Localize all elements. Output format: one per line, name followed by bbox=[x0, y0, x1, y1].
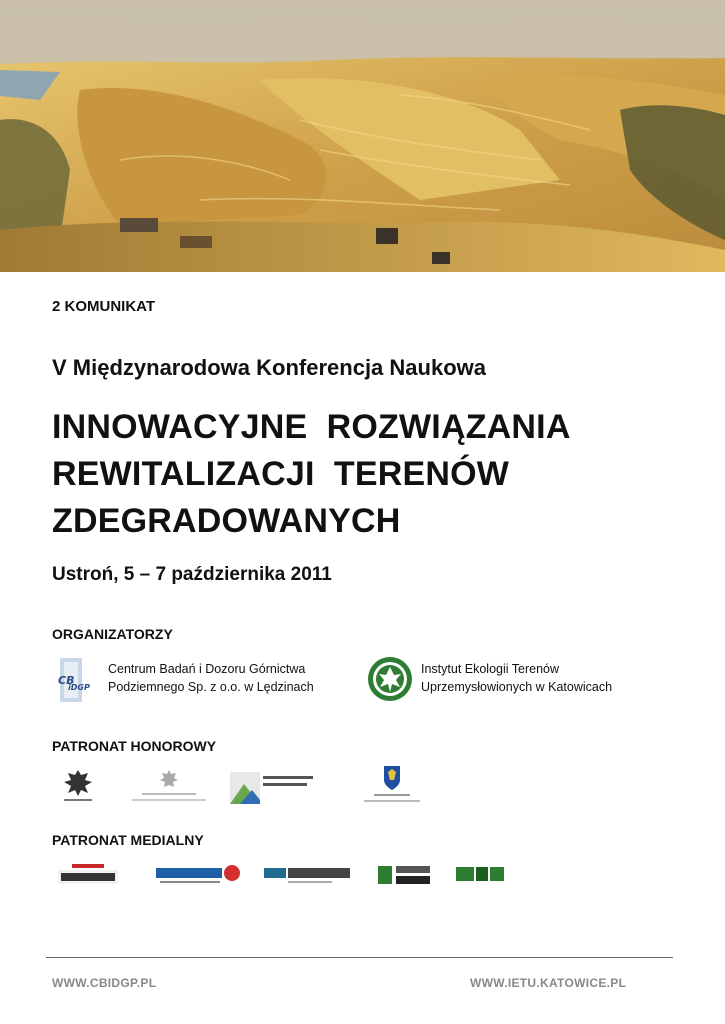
footer-link-cbidgp[interactable]: WWW.CBIDGP.PL bbox=[52, 976, 157, 990]
conference-title bbox=[52, 404, 571, 545]
svg-text:iDGP: iDGP bbox=[68, 683, 90, 692]
ministerstwo-nauki-logo bbox=[128, 768, 210, 806]
trybuna-gornicza-logo bbox=[376, 862, 434, 888]
organizers-heading: ORGANIZATORZY bbox=[52, 626, 173, 642]
title-line: INNOWACYJNE ROZWIĄZANIA bbox=[52, 408, 571, 446]
cbidgp-logo bbox=[56, 656, 98, 704]
svg-text:CB: CB bbox=[58, 674, 75, 687]
footer-link-ietu[interactable]: WWW.IETU.KATOWICE.PL bbox=[470, 976, 627, 990]
ecomanager-logo bbox=[262, 864, 352, 886]
komunalny-pl-logo bbox=[154, 862, 242, 888]
title-line: ZDEGRADOWANYCH bbox=[52, 502, 401, 540]
komunalny-logo bbox=[56, 862, 120, 888]
ministerstwo-srodowiska-logo bbox=[230, 772, 320, 804]
organizer-line: Instytut Ekologii Terenów bbox=[421, 662, 560, 676]
komunikat-label: 2 KOMUNIKAT bbox=[52, 298, 156, 315]
nettg-pl-logo bbox=[454, 864, 506, 884]
ietu-logo bbox=[367, 656, 413, 702]
honorary-heading: PATRONAT HONOROWY bbox=[52, 738, 217, 754]
organizer-ietu-name bbox=[421, 660, 612, 696]
footer-divider bbox=[46, 957, 673, 958]
organizer-line: Centrum Badań i Dozoru Górnictwa bbox=[108, 662, 306, 676]
organizer-cbidgp-name bbox=[108, 660, 314, 696]
conference-dates: Ustroń, 5 – 7 października 2011 bbox=[52, 564, 332, 585]
organizer-line: Uprzemysłowionych w Katowicach bbox=[421, 680, 613, 694]
title-line: REWITALIZACJI TERENÓW bbox=[52, 455, 510, 493]
conference-subtitle: V Międzynarodowa Konferencja Naukowa bbox=[52, 355, 486, 380]
hero-photo bbox=[0, 0, 725, 272]
silesian-voivodeship-logo bbox=[360, 764, 424, 806]
media-heading: PATRONAT MEDIALNY bbox=[52, 832, 204, 848]
organizer-line: Podziemnego Sp. z o.o. w Lędzinach bbox=[108, 680, 314, 694]
eagle-emblem-logo bbox=[58, 766, 98, 806]
